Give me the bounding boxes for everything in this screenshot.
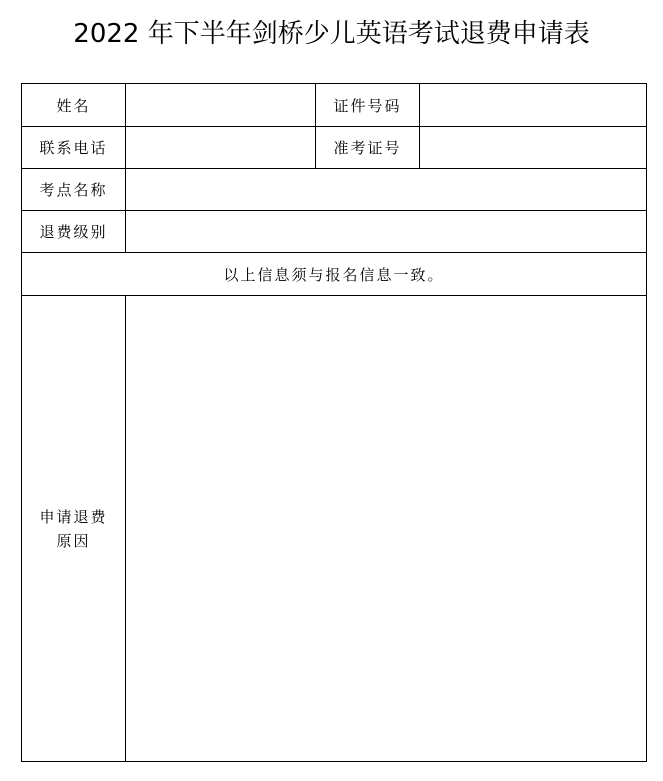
refund-level-label: 退费级别: [22, 211, 126, 253]
id-number-label: 证件号码: [316, 84, 420, 127]
name-field[interactable]: [126, 84, 316, 127]
refund-level-field[interactable]: [126, 211, 647, 253]
exam-site-field[interactable]: [126, 169, 647, 211]
reason-label: [22, 296, 126, 762]
row-reason: [22, 296, 647, 762]
admission-ticket-field[interactable]: [420, 127, 647, 169]
reason-field[interactable]: [126, 296, 647, 762]
reason-label-line1: 申请退费: [39, 507, 108, 526]
notice-text: 以上信息须与报名信息一致。: [22, 253, 647, 296]
page-title: 2022 年下半年剑桥少儿英语考试退费申请表: [73, 19, 590, 49]
row-notice: [22, 253, 647, 296]
row-refund-level: [22, 211, 647, 253]
exam-site-label: 考点名称: [22, 169, 126, 211]
phone-label: 联系电话: [22, 127, 126, 169]
refund-application-table: [21, 83, 647, 762]
admission-ticket-label: 准考证号: [316, 127, 420, 169]
row-exam-site: [22, 169, 647, 211]
row-phone-ticket: [22, 127, 647, 169]
id-number-field[interactable]: [420, 84, 647, 127]
row-name-id: [22, 84, 647, 127]
reason-label-line2: 原因: [56, 531, 91, 550]
phone-field[interactable]: [126, 127, 316, 169]
name-label: 姓名: [22, 84, 126, 127]
